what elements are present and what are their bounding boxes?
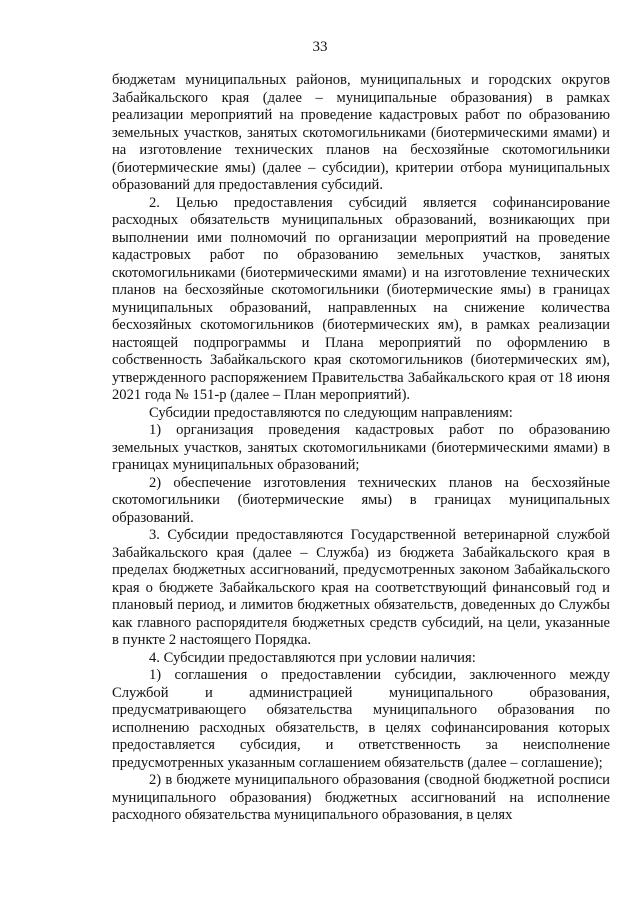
document-body (112, 72, 610, 825)
paragraph-direction-1: 1) организация проведения кадастровых работ по образованию земельных участков, занятых скотомогильниками (биотермическими ямами) в границах муниципальных образований; (112, 422, 610, 473)
paragraph-2-goal: 2. Целью предоставления субсидий является софинансирование расходных обязательств муниципальных образований, возникающих при выполнении ими полномочий по организации мероприятий на проведение кадастровых работ по образованию земельных участков, занятых скотомогильниками (биотермическими ямами) и на изготовление технических планов на бесхозяйные скотомогильники (биотермические ямы) в границах муниципальных образований, направленных на снижение количества бесхозяйных скотомогильников (биотермических ям), в рамках реализации настоящей подпрограммы и Плана мероприятий по оформлению в собственность Забайкальского края скотомогильников (биотермических ям), утвержденного распоряжением Правительства Забайкальского края от 18 июня 2021 года № 151-р (далее – План мероприятий). (112, 194, 610, 403)
paragraph-condition-2: 2) в бюджете муниципального образования (сводной бюджетной росписи муниципального образования) бюджетных ассигнований на исполнение расходного обязательства муниципального образования, в целях (112, 772, 610, 823)
paragraph-direction-2: 2) обеспечение изготовления технических планов на бесхозяйные скотомогильники (биотермические ямы) в границах муниципальных образований. (112, 474, 610, 526)
paragraph-4-conditions: 4. Субсидии предоставляются при условии наличия: (149, 649, 476, 666)
page-number: 33 (312, 39, 328, 55)
paragraph-3-provision: 3. Субсидии предоставляются Государственной ветеринарной службой Забайкальского края (далее – Служба) из бюджета Забайкальского края в пределах бюджетных ассигнований, предусмотренных законом Забайкальского края о бюджете Забайкальского края на соответствующий финансовый год и плановый период, и лимитов бюджетных обязательств, доведенных до Службы как главного распорядителя бюджетных средств субсидий, на цели, указанные в пункте 2 настоящего Порядка. (112, 527, 610, 648)
paragraph-directions-heading: Субсидии предоставляются по следующим направлениям: (149, 404, 513, 421)
paragraph-intro-continuation: бюджетам муниципальных районов, муниципальных и городских округов Забайкальского края (далее – муниципальные образования) в рамках реализации мероприятий на проведение кадастровых работ по образованию земельных участков, занятых скотомогильниками (биотермическими ямами) и на изготовление технических планов на бесхозяйные скотомогильники (биотермические ямы) (далее – субсидии), критерии отбора муниципальных образований для предоставления субсидий. (112, 72, 610, 193)
paragraph-condition-1: 1) соглашения о предоставлении субсидии, заключенного между Службой и администрацией муниципального образования, предусматривающего обязательства муниципального образования по исполнению расходных обязательств, в целях софинансирования которых предоставляется субсидия, и ответственность за неисполнение предусмотренных указанным соглашением обязательств (далее – соглашение); (112, 667, 610, 771)
